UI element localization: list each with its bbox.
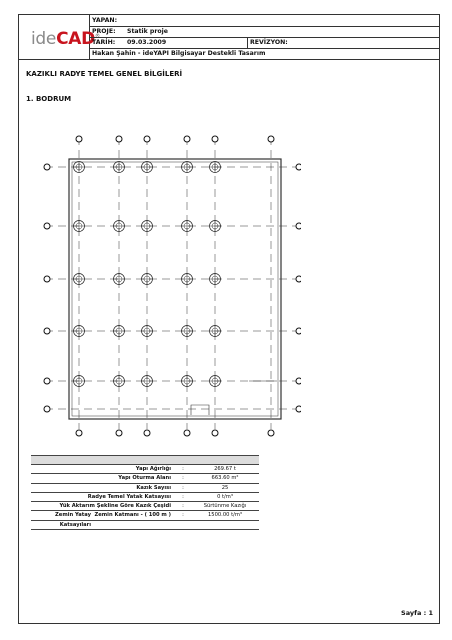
- tarih-label: TARİH:: [92, 39, 116, 46]
- table-row-side-label: Katsayıları: [59, 521, 91, 528]
- logo-cad-text: CAD: [56, 29, 95, 49]
- report-page: [18, 14, 440, 624]
- table-row: [31, 474, 259, 483]
- table-row: [31, 521, 259, 530]
- axis-bubble-left: [44, 378, 50, 384]
- table-row-value: 0 t/m³: [217, 493, 233, 500]
- axis-bubble-right: [296, 328, 301, 334]
- table-row: [31, 493, 259, 502]
- foundation-info-table: [31, 455, 259, 530]
- main-title: KAZIKLI RADYE TEMEL GENEL BİLGİLERİ: [26, 70, 183, 78]
- axis-bubble-right: [296, 406, 301, 412]
- raft-slab-outline: [69, 159, 281, 419]
- axis-bubble-top: [268, 136, 274, 142]
- axis-bubble-bottom: [184, 430, 190, 436]
- table-row-colon: :: [182, 466, 184, 472]
- table-row-label: Zemin Katmanı - ( 100 m ): [94, 512, 171, 519]
- raft-slab-inner-outline: [72, 162, 278, 416]
- table-row-value: 1500.00 t/m³: [207, 512, 242, 519]
- proje-value: Statik proje: [127, 28, 168, 35]
- table-row-label: Radye Temel Yatak Katsayısı: [87, 493, 171, 500]
- logo-registered-mark: ®: [94, 33, 100, 40]
- axis-bubble-right: [296, 223, 301, 229]
- table-row-colon: :: [182, 493, 184, 500]
- axis-bubble-bottom: [116, 430, 122, 436]
- axis-bubble-left: [44, 164, 50, 170]
- proje-label: PROJE:: [92, 28, 116, 35]
- title-block: [19, 15, 439, 60]
- table-row-value: 269.67 t: [214, 466, 236, 472]
- page-number: Sayfa : 1: [401, 609, 433, 617]
- table-row-label: Yük Aktarım Şekline Göre Kazık Çeşidi: [59, 503, 171, 510]
- table-row-label: Yapı Oturma Alanı: [118, 475, 171, 482]
- logo-cell: [19, 15, 100, 59]
- axis-bubble-top: [184, 136, 190, 142]
- axis-bubble-top: [144, 136, 150, 142]
- axis-bubble-left: [44, 406, 50, 412]
- axis-bubble-left: [44, 328, 50, 334]
- table-row-colon: :: [182, 475, 184, 482]
- table-row-label: Yapı Ağırlığı: [135, 466, 171, 472]
- axis-bubble-right: [296, 378, 301, 384]
- table-row: [31, 502, 259, 511]
- table-row-value: 663.60 m²: [211, 475, 239, 482]
- tarih-value: 09.03.2009: [127, 39, 167, 46]
- axis-bubble-bottom: [76, 430, 82, 436]
- axis-bubble-left: [44, 276, 50, 282]
- table-row-side-label: Zemin Yatay: [55, 512, 91, 519]
- table-row: [31, 465, 259, 474]
- section-title: 1. BODRUM: [26, 95, 72, 103]
- table-row-label: Kazık Sayısı: [136, 484, 171, 491]
- table-row-value: 25: [221, 484, 229, 491]
- axis-bubble-right: [296, 164, 301, 170]
- logo-ide-text: ide: [31, 29, 57, 49]
- table-row: [31, 484, 259, 493]
- slab-notch-line: [191, 405, 209, 415]
- author-text: Hakan Şahin - ideYAPI Bilgisayar Destekli Tasarım: [92, 50, 266, 57]
- axis-bubble-bottom: [268, 430, 274, 436]
- header-row-author: [89, 48, 439, 59]
- revizyon-label: REVİZYON:: [247, 37, 288, 48]
- axis-bubble-bottom: [144, 430, 150, 436]
- table-row-value: Sürtünme Kazığı: [203, 503, 247, 510]
- table-row-colon: :: [182, 503, 184, 510]
- axis-bubble-right: [296, 276, 301, 282]
- yapan-label: YAPAN:: [92, 17, 118, 24]
- table-row-colon: :: [182, 512, 184, 519]
- table-row-colon: :: [182, 484, 184, 491]
- axis-bubble-bottom: [212, 430, 218, 436]
- table-header-row: [31, 455, 259, 465]
- axis-bubble-top: [76, 136, 82, 142]
- foundation-plan-drawing: [31, 119, 301, 449]
- axis-bubble-top: [116, 136, 122, 142]
- axis-bubble-top: [212, 136, 218, 142]
- axis-bubble-left: [44, 223, 50, 229]
- table-row: [31, 511, 259, 520]
